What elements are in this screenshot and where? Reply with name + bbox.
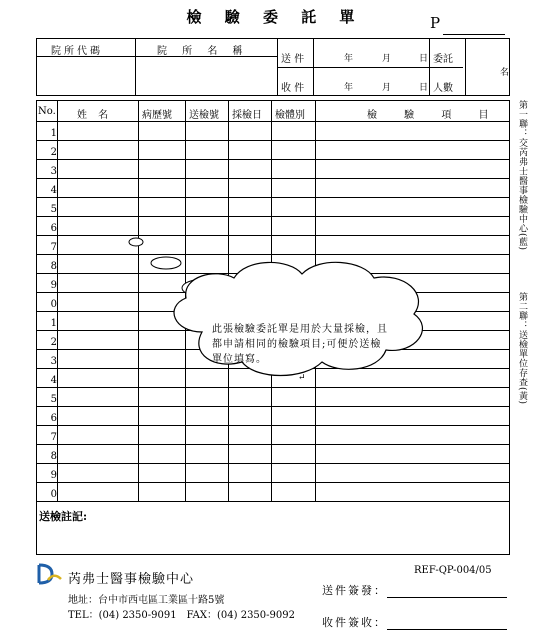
col-test-items: 檢 驗 項 目 <box>367 110 501 121</box>
row-number: 7 <box>50 242 57 253</box>
row-number: 7 <box>50 432 57 443</box>
col-send-no: 送檢號 <box>189 110 219 121</box>
company-phone: TEL：(04) 2350-9091 FAX：(04) 2350-9092 <box>68 610 295 621</box>
send-day: 日 <box>419 54 429 64</box>
row-number: 0 <box>50 299 57 310</box>
col-name: 姓 名 <box>77 110 113 121</box>
table-row[interactable] <box>37 159 509 160</box>
table-row[interactable] <box>37 140 509 141</box>
note-box[interactable] <box>36 502 510 555</box>
table-row[interactable] <box>37 425 509 426</box>
send-label: 送 件 <box>281 54 305 65</box>
send-sign-label: 送件簽發： <box>322 582 507 598</box>
page-number-line[interactable] <box>443 34 505 35</box>
row-number: 5 <box>50 204 57 215</box>
row-number: 6 <box>50 223 57 234</box>
row-number: 4 <box>50 185 57 196</box>
row-number: 2 <box>50 337 57 348</box>
row-number: 8 <box>50 261 57 272</box>
row-number: 1 <box>50 318 57 329</box>
receive-year: 年 <box>344 83 354 93</box>
table-row[interactable] <box>37 444 509 445</box>
row-number: 2 <box>50 147 57 158</box>
table-row[interactable] <box>37 463 509 464</box>
copy-one-label: 第一聯：交芮弗士醫事檢驗中心(藍) <box>517 100 527 251</box>
company-name: 芮弗士醫事檢驗中心 <box>68 572 195 587</box>
receive-sign-line[interactable] <box>387 619 507 630</box>
row-number: 8 <box>50 451 57 462</box>
row-number: 5 <box>50 394 57 405</box>
count-unit: 名 <box>500 68 510 78</box>
table-row[interactable] <box>37 216 509 217</box>
send-sign-line[interactable] <box>387 587 507 598</box>
page-number-label: P <box>430 14 441 32</box>
form-title: 檢 驗 委 託 單 <box>186 8 364 26</box>
table-row[interactable] <box>37 178 509 179</box>
col-sample-date: 採檢日 <box>232 110 262 121</box>
row-number: 3 <box>50 356 57 367</box>
company-logo-icon <box>36 563 62 585</box>
row-number: 9 <box>50 470 57 481</box>
send-year: 年 <box>344 54 354 64</box>
callout-return-mark: ↵ <box>298 373 306 383</box>
row-number: 9 <box>50 280 57 291</box>
row-number: 0 <box>50 489 57 500</box>
row-number: 6 <box>50 413 57 424</box>
col-record: 病歷號 <box>142 110 172 121</box>
callout-text: 此張檢驗委託單是用於大量採檢，且都申請相同的檢驗項目;可便於送檢單位填寫。 <box>212 324 388 365</box>
row-number: 3 <box>50 166 57 177</box>
receive-sign-label: 收件簽收： <box>322 614 507 630</box>
table-row[interactable] <box>37 197 509 198</box>
receive-month: 月 <box>382 83 392 93</box>
commission-label: 委託 <box>433 54 453 65</box>
count-label: 人數 <box>433 83 453 94</box>
company-address: 地址：台中市西屯區工業區十路5號 <box>68 595 225 606</box>
row-number: 4 <box>50 375 57 386</box>
hospital-name-label: 院 所 名 稱 <box>157 46 249 57</box>
table-row[interactable] <box>37 406 509 407</box>
callout-cloud <box>124 232 454 392</box>
receive-day: 日 <box>419 83 429 93</box>
note-label: 送檢註記: <box>39 510 88 523</box>
header-table <box>36 38 510 96</box>
col-no: No. <box>38 106 56 117</box>
col-specimen: 檢體別 <box>275 110 305 121</box>
copy-two-label: 第二聯：送檢單位存查(黃) <box>517 292 527 405</box>
table-row[interactable] <box>37 482 509 483</box>
send-month: 月 <box>382 54 392 64</box>
hospital-code-label: 院所代碼 <box>51 46 103 57</box>
receive-label: 收 件 <box>281 83 305 94</box>
row-number: 1 <box>50 128 57 139</box>
form-ref: REF-QP-004/05 <box>414 565 492 576</box>
